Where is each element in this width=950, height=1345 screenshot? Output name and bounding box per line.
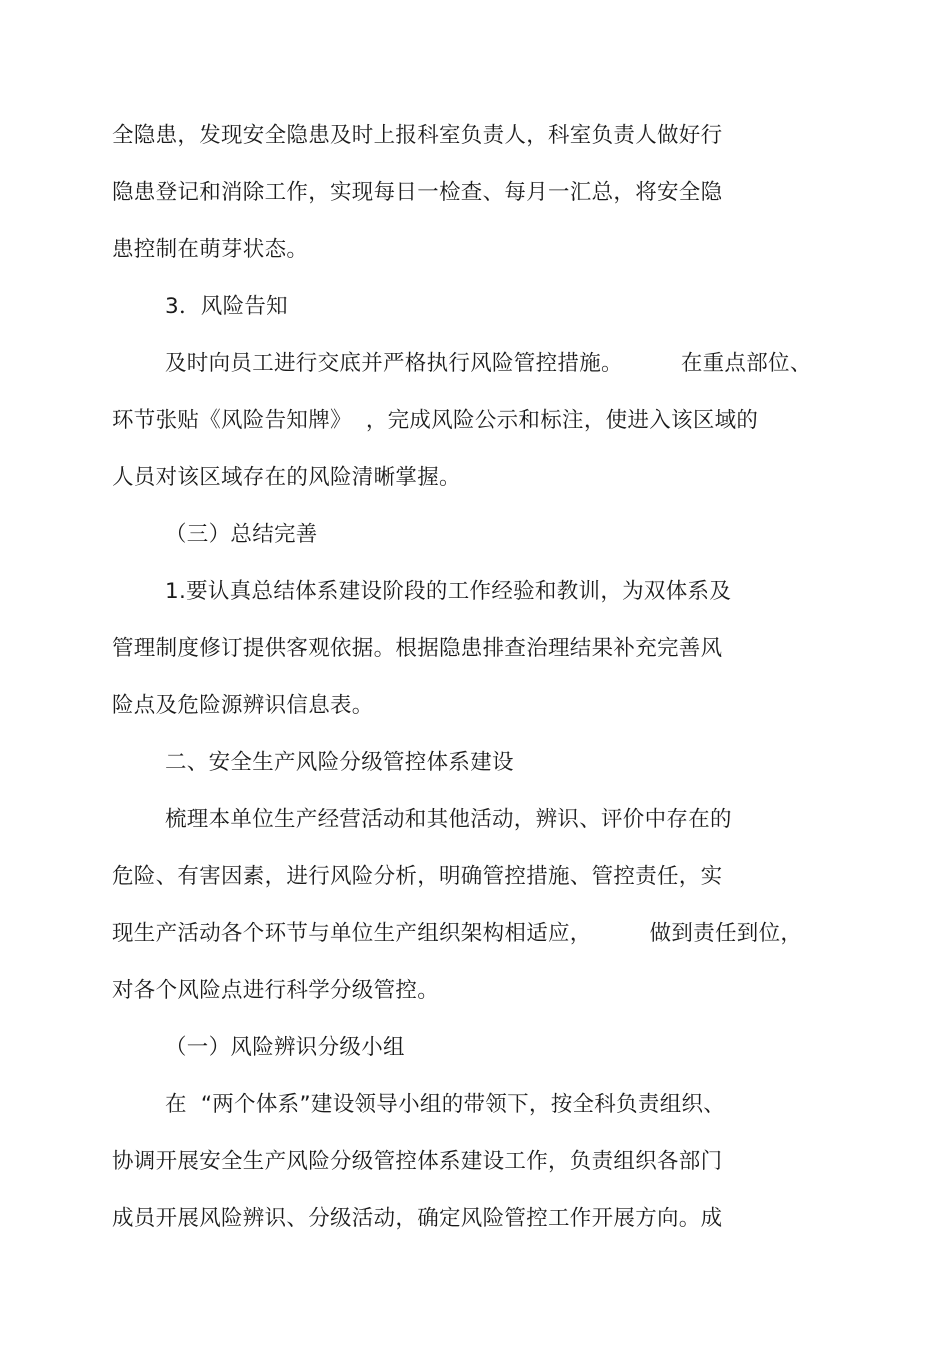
paragraph-line: 成员开展风险辨识、分级活动，确定风险管控工作开展方向。成 [112,1206,723,1231]
text-segment: ，完成风险公示和标注，使进入该区域的 [365,408,759,433]
paragraph-line: 1.要认真总结体系建设阶段的工作经验和教训，为双体系及 [165,579,732,604]
paragraph-line: 患控制在萌芽状态。 [112,237,309,262]
text-segment: 现生产活动各个环节与单位生产组织架构相适应， [112,921,592,946]
section-heading: （一）风险辨识分级小组 [165,1035,405,1060]
text-segment: 做到责任到位， [649,921,803,946]
paragraph-line: 险点及危险源辨识信息表。 [112,693,374,718]
text-segment: “两个体系”建设领导小组的带领下，按全科负责组织、 [200,1092,726,1117]
section-heading: 二、安全生产风险分级管控体系建设 [165,750,514,775]
paragraph-line [165,350,812,378]
paragraph-line [165,1091,725,1119]
section-heading: （三）总结完善 [165,522,318,547]
paragraph-line: 管理制度修订提供客观依据。根据隐患排查治理结果补充完善风 [112,636,723,661]
paragraph-line: 危险、有害因素，进行风险分析，明确管控措施、管控责任，实 [112,864,723,889]
paragraph-line: 协调开展安全生产风险分级管控体系建设工作，负责组织各部门 [112,1149,723,1174]
paragraph-line: 全隐患，发现安全隐患及时上报科室负责人，科室负责人做好行 [112,123,723,148]
text-segment: 及时向员工进行交底并严格执行风险管控措施。 [165,351,623,376]
text-segment: 环节张贴《风险告知牌》 [112,408,352,433]
paragraph-line: 隐患登记和消除工作，实现每日一检查、每月一汇总，将安全隐 [112,180,723,205]
paragraph-line: 人员对该区域存在的风险清晰掌握。 [112,465,461,490]
text-segment: 在 [165,1092,187,1117]
paragraph-line: 梳理本单位生产经营活动和其他活动，辨识、评价中存在的 [165,807,732,832]
paragraph-line: 对各个风险点进行科学分级管控。 [112,978,440,1003]
paragraph-line [112,407,758,435]
paragraph-line [112,920,802,948]
section-heading: 3．风险告知 [165,294,288,319]
text-segment: 在重点部位、 [680,351,812,376]
